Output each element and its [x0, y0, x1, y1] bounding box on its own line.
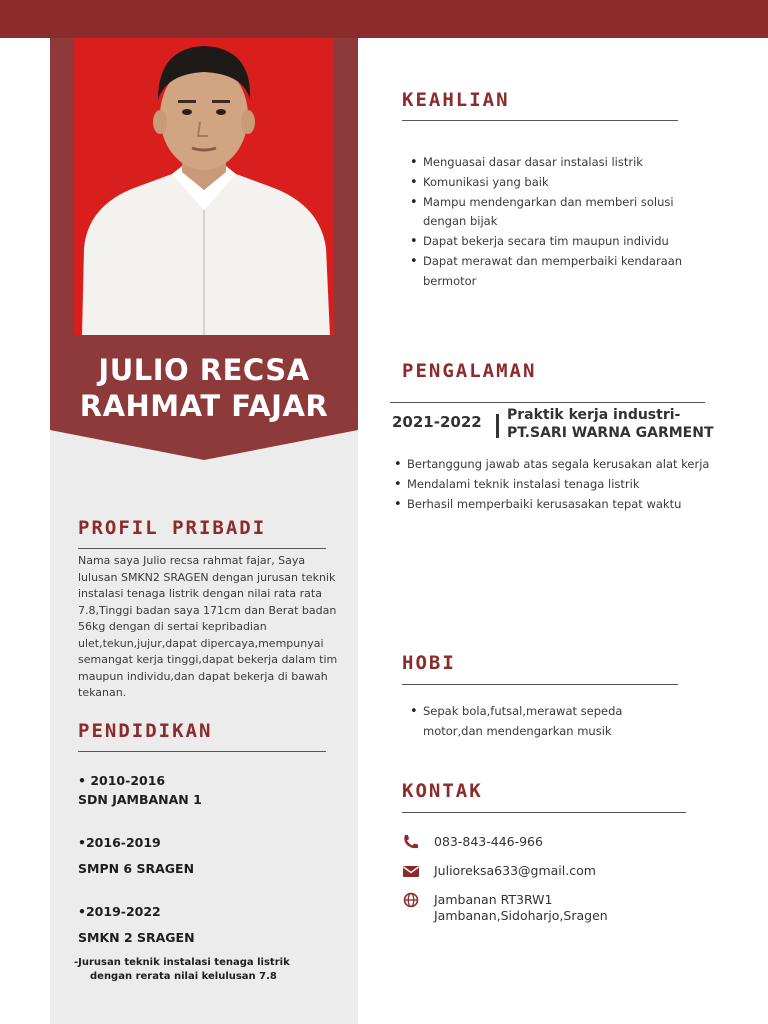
hobi-item: • Sepak bola,futsal,merawat sepeda motor,dan mendengarkan musik	[408, 702, 658, 742]
pengalaman-rule	[390, 402, 705, 403]
keahlian-item: • Mampu mendengarkan dan memberi solusi dengan bijak	[408, 193, 683, 233]
full-name	[50, 352, 358, 424]
globe-icon	[402, 892, 420, 908]
hobi-rule	[402, 684, 678, 685]
edu-1-school: SDN JAMBANAN 1	[78, 792, 202, 807]
kontak-heading: KONTAK	[402, 780, 483, 802]
edu-note-1: -Jurusan teknik instalasi tenaga listrik	[74, 957, 290, 968]
pengalaman-item: • Mendalami teknik instalasi tenaga listrik	[392, 475, 717, 495]
profil-rule	[78, 548, 326, 549]
pendidikan-rule	[78, 751, 326, 752]
phone-number: 083-843-446-966	[434, 834, 543, 849]
pengalaman-item: • Bertanggung jawab atas segala kerusakan alat kerja	[392, 455, 717, 475]
keahlian-item: • Dapat merawat dan memperbaiki kendaraan bermotor	[408, 252, 683, 292]
pengalaman-heading: PENGALAMAN	[402, 360, 537, 382]
pendidikan-heading: PENDIDIKAN	[78, 720, 213, 742]
home-address: Jambanan RT3RW1 Jambanan,Sidoharjo,Sragen	[434, 892, 608, 923]
keahlian-item: • Dapat bekerja secara tim maupun individu	[408, 232, 683, 252]
experience-year: 2021-2022	[392, 413, 482, 431]
email-address: Julioreksa633@gmail.com	[434, 863, 596, 878]
hobi-list	[408, 702, 658, 742]
name-line-1: JULIO RECSA	[98, 353, 310, 387]
keahlian-item: • Menguasai dasar dasar instalasi listrik	[408, 153, 683, 173]
profile-photo	[74, 38, 334, 336]
keahlian-list	[408, 153, 683, 292]
edu-3-year: •2019-2022	[78, 904, 161, 919]
mail-icon	[402, 863, 420, 879]
edu-2-school: SMPN 6 SRAGEN	[78, 861, 195, 876]
phone-icon	[402, 834, 420, 850]
experience-company: PT.SARI WARNA GARMENT	[507, 425, 714, 441]
pengalaman-item: • Berhasil memperbaiki kerusasakan tepat waktu	[392, 495, 717, 515]
pengalaman-list	[392, 455, 717, 514]
keahlian-rule	[402, 120, 678, 121]
experience-title-line-1: Praktik kerja industri-	[507, 407, 681, 423]
kontak-rule	[402, 812, 686, 813]
edu-2-year: •2016-2019	[78, 835, 161, 850]
contact-email	[402, 863, 596, 879]
contact-address	[402, 892, 608, 924]
contact-phone	[402, 834, 543, 850]
profil-heading: PROFIL PRIBADI	[78, 517, 267, 539]
edu-1-year: • 2010-2016	[78, 773, 166, 788]
keahlian-heading: KEAHLIAN	[402, 89, 510, 111]
top-bar	[0, 0, 768, 38]
edu-note-2: dengan rerata nilai kelulusan 7.8	[90, 971, 277, 982]
profil-text: Nama saya Julio recsa rahmat fajar, Saya lulusan SMKN2 SRAGEN dengan jurusan teknik instalasi tenaga listrik dengan nilai rata rata 7.8,Tinggi badan saya 171cm dan Berat badan 56kg dengan di sertai kepribadian ulet,tekun,jujur,dapat dipercaya,mempunyai semangat kerja tinggi,dapat bekerja dalam tim maupun individu,dan dapat bekerja di bawah tekanan.	[78, 554, 338, 699]
hobi-heading: HOBI	[402, 652, 456, 674]
edu-3-school: SMKN 2 SRAGEN	[78, 930, 195, 945]
keahlian-item: • Komunikasi yang baik	[408, 173, 683, 193]
name-line-2: RAHMAT FAJAR	[79, 389, 329, 423]
experience-divider	[496, 414, 499, 438]
experience-title	[507, 406, 714, 442]
